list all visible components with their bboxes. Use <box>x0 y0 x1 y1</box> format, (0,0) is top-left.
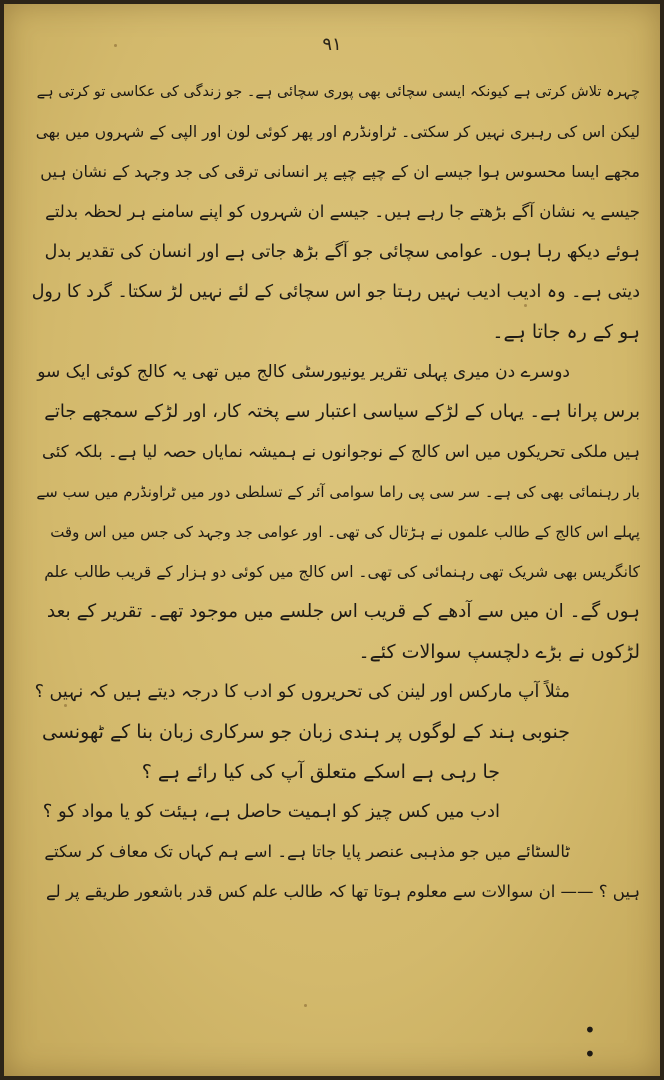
text-line: ہوں گے۔ ان میں سے آدھے کے قریب اس جلسے میں موجود تھے۔ تقریر کے بعد <box>46 601 640 622</box>
text-line: پہلے اس کالج کے طالب علموں نے ہڑتال کی تھی۔ اور عوامی جد وجہد کی جس میں اس وقت <box>50 523 640 541</box>
text-line: دیتی ہے۔ وہ ادیب ادیب نہیں رہتا جو اس سچائی کے لئے نہیں لڑ سکتا۔ گرد کا رول <box>32 282 640 302</box>
text-line: ہو کے رہ جاتا ہے۔ <box>492 321 640 343</box>
text-line: ہیں ؟ —— ان سوالات سے معلوم ہوتا تھا کہ طالب علم کس قدر باشعور طریقے پر لے <box>46 882 640 901</box>
text-line: جیسے یہ نشان آگے بڑھتے جا رہے ہیں۔ جیسے ان شہروں کو اپنے سامنے ہر لحظہ بدلتے <box>45 202 640 221</box>
paper-speck <box>524 304 527 307</box>
text-line: لیکن اس کی رہبری نہیں کر سکتی۔ ٹراونڈرم اور پھر کوئی لون اور الپی کے شہروں میں بھی <box>35 123 640 141</box>
text-line: جا رہی ہے اسکے متعلق آپ کی کیا رائے ہے ؟ <box>141 761 500 783</box>
text-line: بار رہنمائی بھی کی ہے۔ سر سی پی راما سوامی آئر کے تسلطی دور میں ٹراونڈرم میں سب سے <box>36 483 640 501</box>
paper-speck <box>64 704 67 707</box>
text-line: برس پرانا ہے۔ یہاں کے لڑکے سیاسی اعتبار سے پختہ کار، اور لڑکے سمجھے جاتے <box>44 401 640 422</box>
text-line: ٹالسٹائے میں جو مذہبی عنصر پایا جاتا ہے۔ اسے ہم کہاں تک معاف کر سکتے <box>44 842 570 861</box>
text-line: لڑکوں نے بڑے دلچسپ سوالات کئے۔ <box>358 641 640 663</box>
book-page <box>4 4 660 1076</box>
text-line: چہرہ تلاش کرتی ہے کیونکہ ایسی سچائی بھی پوری سچائی ہے۔ جو زندگی کی عکاسی تو کرتی ہے <box>36 84 640 100</box>
paper-speck <box>304 1004 307 1007</box>
text-line: ہیں ملکی تحریکوں میں اس کالج کے نوجوانوں نے ہمیشہ نمایاں حصہ لیا ہے۔ بلکہ کئی <box>42 442 640 461</box>
text-line: مجھے ایسا محسوس ہوا جیسے ان کے چپے چپے پر انسانی ترقی کی جد وجہد کے نشان ہیں <box>40 162 640 181</box>
text-line: ہوئے دیکھ رہا ہوں۔ عوامی سچائی جو آگے بڑھ جاتی ہے اور انسان کی تقدیر بدل <box>44 242 640 262</box>
text-line: ادب میں کس چیز کو اہمیت حاصل ہے، ہیئت کو یا مواد کو ؟ <box>42 801 500 822</box>
page-text <box>32 72 640 912</box>
text-line: کانگریس بھی شریک تھی رہنمائی کی تھی۔ اس کالج میں کوئی دو ہزار کے قریب طالب علم <box>44 563 640 581</box>
text-line: جنوبی ہند کے لوگوں پر ہندی زبان جو سرکاری زبان بنا کے ٹھونسی <box>42 721 570 743</box>
page-number: ۹۱ <box>322 34 342 55</box>
paper-speck <box>114 44 117 47</box>
footer-marks: • • <box>584 1018 614 1066</box>
text-line: مثلاً آپ مارکس اور لینن کی تحریروں کو ادب کا درجہ دیتے ہیں کہ نہیں ؟ <box>34 682 570 702</box>
text-line: دوسرے دن میری پہلی تقریر یونیورسٹی کالج میں تھی یہ کالج کوئی ایک سو <box>37 362 570 382</box>
